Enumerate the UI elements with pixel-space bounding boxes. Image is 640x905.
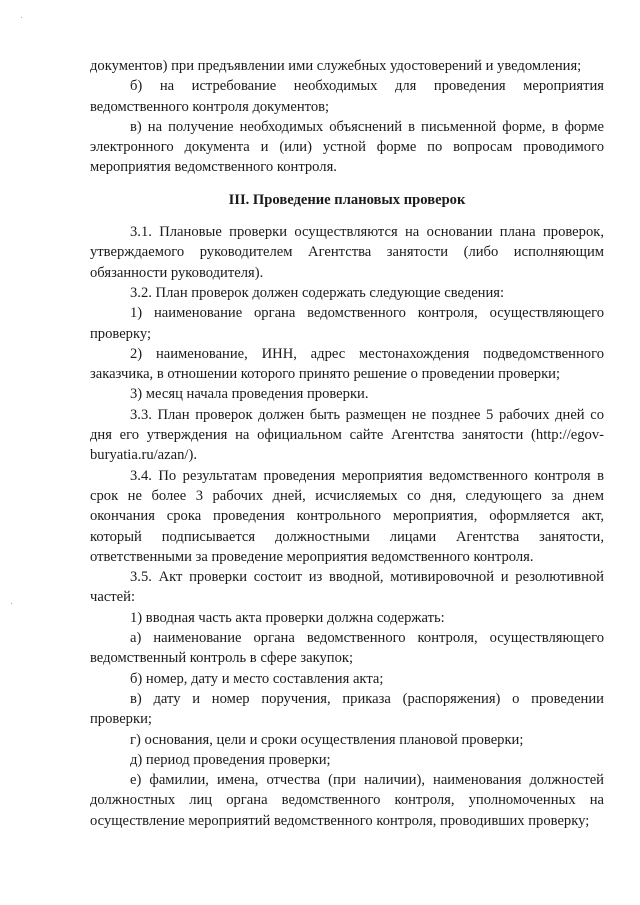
- scan-dot-left: ·: [10, 599, 14, 610]
- section-heading: III. Проведение плановых проверок: [228, 191, 466, 208]
- paragraph-3-4: 3.4. По результатам проведения мероприятия ведомственного контроля в срок не более 3 рабочих дней, исчисляемых со дня, следующего за днем окончания срока проведения контрольного мероприятия, оформляется акт, который подписывается должностными лицами Агентства занятости, ответственными за проведение мероприятия ведомственного контроля.: [90, 467, 604, 565]
- paragraph-3-2-item-3: 3) месяц начала проведения проверки.: [130, 386, 369, 403]
- paragraph-3-5-item-e: е) фамилии, имена, отчества (при наличии), наименования должностей должностных лиц органа ведомственного контроля, уполномоченных на осуществление мероприятий ведомственного контроля, проводивших проверку;: [90, 772, 604, 829]
- paragraph-3-5-item-g: г) основания, цели и сроки осуществления плановой проверки;: [130, 731, 524, 748]
- paragraph-3-5-item-1: 1) вводная часть акта проверки должна содержать:: [130, 609, 445, 626]
- scan-dot-top: ·: [20, 13, 24, 24]
- paragraph-3-2-item-1: 1) наименование органа ведомственного контроля, осуществляющего проверку;: [90, 305, 604, 342]
- paragraph-3-2: 3.2. План проверок должен содержать следующие сведения:: [130, 284, 505, 301]
- paragraph-3-5-item-d: д) период проведения проверки;: [130, 751, 331, 768]
- document-page: [90, 56, 604, 831]
- paragraph-3-5: 3.5. Акт проверки состоит из вводной, мотивировочной и резолютивной частей:: [90, 569, 604, 606]
- paragraph-3-2-item-2: 2) наименование, ИНН, адрес местонахождения подведомственного заказчика, в отношении которого принято решение о проведении проверки;: [90, 345, 604, 383]
- paragraph-item-b: б) на истребование необходимых для проведения мероприятия ведомственного контроля документов;: [90, 78, 604, 115]
- paragraph-3-5-item-b: б) номер, дату и место составления акта;: [130, 670, 384, 687]
- paragraph-3-1: 3.1. Плановые проверки осуществляются на основании плана проверок, утверждаемого руководителем Агентства занятости (либо исполняющим обязанности руководителя).: [90, 224, 604, 281]
- paragraph-continuation: документов) при предъявлении ими служебных удостоверений и уведомления;: [90, 58, 582, 74]
- paragraph-3-3: 3.3. План проверок должен быть размещен не позднее 5 рабочих дней со дня его утверждения на официальном сайте Агентства занятости (http://egov-buryatia.ru/azan/).: [90, 406, 604, 464]
- paragraph-3-5-item-v: в) дату и номер поручения, приказа (распоряжения) о проведении проверки;: [90, 690, 604, 728]
- paragraph-3-5-item-a: а) наименование органа ведомственного контроля, осуществляющего ведомственный контроль в сфере закупок;: [90, 630, 604, 667]
- paragraph-item-v: в) на получение необходимых объяснений в письменной форме, в форме электронного документа и (или) устной форме по вопросам проводимого мероприятия ведомственного контроля.: [90, 118, 604, 176]
